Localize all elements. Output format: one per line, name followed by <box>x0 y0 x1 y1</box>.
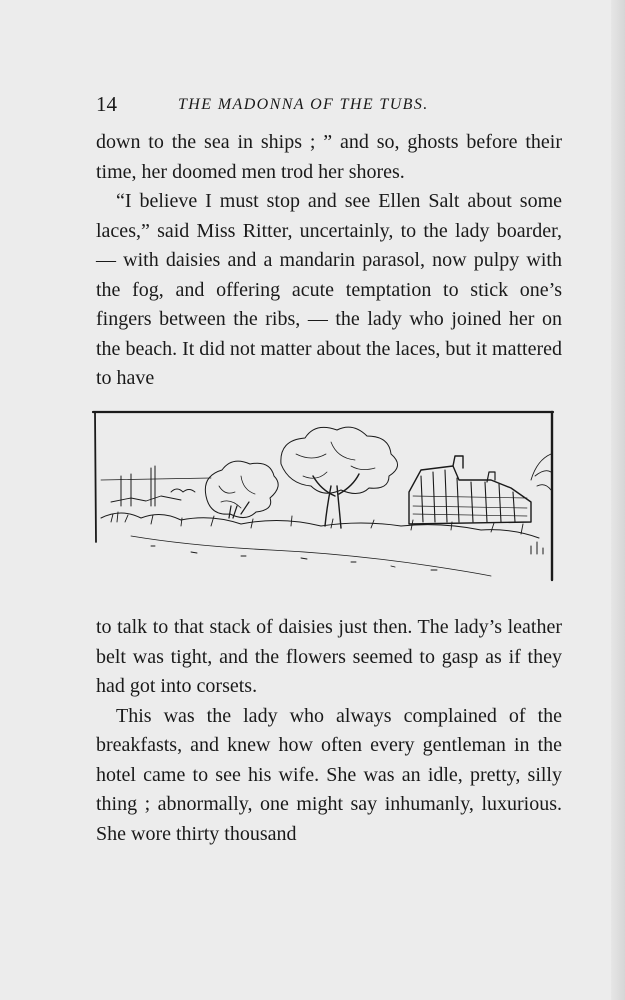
paragraph: down to the sea in ships ; ” and so, ghosts before their time, her doomed men trod her shores. <box>96 131 562 183</box>
landscape-illustration <box>91 406 555 582</box>
page-header <box>96 92 556 118</box>
paragraph: This was the lady who always complained of the breakfasts, and knew how often every gentleman in the hotel came to see his wife. She was an idle, pretty, silly thing ; abnormally, one might say inhumanly, luxurious. She wore thirty thousand <box>96 704 562 845</box>
running-title: THE MADONNA OF THE TUBS. <box>178 96 429 113</box>
page-edge <box>611 0 625 1000</box>
paragraph: “I believe I must stop and see Ellen Salt about some laces,” said Miss Ritter, uncertainly, to the lady boarder, — with daisies and a mandarin parasol, now pulpy with the fog, and offering acute temptation to stick one’s fingers between the ribs, — the lady who joined her on the beach. It did not matter about the laces, but it mattered to have <box>96 190 562 389</box>
body-text-bottom <box>96 613 562 849</box>
body-text-top <box>96 128 562 394</box>
paragraph: to talk to that stack of daisies just then. The lady’s leather belt was tight, and the flowers seemed to gasp as if they had got into corsets. <box>96 616 562 697</box>
page-number: 14 <box>96 92 117 116</box>
